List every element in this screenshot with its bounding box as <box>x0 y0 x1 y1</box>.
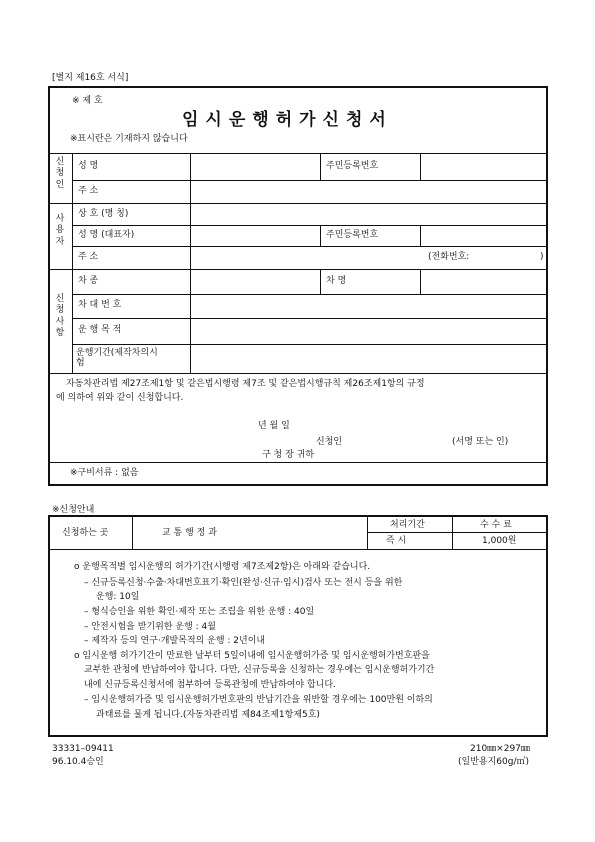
paper-weight: (일반용지60g/㎡) <box>458 757 529 767</box>
chassis-number-field[interactable] <box>191 295 546 318</box>
user-phone-field[interactable] <box>472 247 538 269</box>
purpose-label: 운 행 목 적 <box>78 325 122 335</box>
date-line: 년 월 일 <box>258 421 290 431</box>
receipt-number-label: ※ 제 호 <box>72 96 103 106</box>
user-name-field[interactable] <box>191 226 319 246</box>
request-group-label: 신 청 사 항 <box>55 294 65 338</box>
fee-label: 수 수 료 <box>480 520 512 530</box>
user-resident-no-label: 주민등록번호 <box>326 230 379 240</box>
guide-line: 운행: 10일 <box>96 592 140 602</box>
where-value: 교 통 행 정 과 <box>162 528 217 538</box>
processing-value: 즉 시 <box>386 536 407 546</box>
processing-label: 처리기간 <box>390 520 425 530</box>
car-name-field[interactable] <box>421 270 546 294</box>
user-address-field[interactable] <box>191 247 421 269</box>
user-group-label: 사 용 자 <box>55 214 65 247</box>
car-type-field[interactable] <box>191 270 319 294</box>
applicant-resident-no-label: 주민등록번호 <box>326 161 379 171</box>
applicant-resident-no-field[interactable] <box>421 154 546 180</box>
guide-line: o 임시운행 허가기간이 만료한 날부터 5일이내에 임시운행허가증 및 임시운행허가번호판을 <box>74 651 430 661</box>
applicant-sign-label: 신청인 <box>316 437 343 447</box>
user-company-field[interactable] <box>191 204 546 225</box>
guide-line: – 신규등록신청·수출·차대번호표기·확인(완성·신규·임시)검사 또는 전시 등을 위한 <box>84 578 403 588</box>
guide-line: – 임시운행허가증 및 임시운행허가번호판의 반납기간을 위반할 경우에는 100만원 이하의 <box>84 695 433 705</box>
guide-header: ※신청안내 <box>52 505 95 515</box>
car-name-label: 차 명 <box>326 276 347 286</box>
where-label: 신청하는 곳 <box>62 528 109 538</box>
applicant-address-label: 주 소 <box>78 186 99 196</box>
car-type-label: 차 종 <box>78 276 99 286</box>
guide-line: 과태료를 물게 됩니다.(자동차관리법 제84조제1항제5호) <box>96 710 320 720</box>
purpose-field[interactable] <box>191 319 546 344</box>
page-title: 임시운행허가신청서 <box>182 110 393 130</box>
guide-line: – 안전시험을 받기위한 운행 : 4월 <box>84 622 216 632</box>
declaration-line-1: 자동차관리법 제27조제1항 및 같은법시행령 제7조 및 같은법시행규칙 제26조제1항의 규정 <box>66 379 425 389</box>
required-documents: ※구비서류 : 없음 <box>70 468 139 478</box>
user-name-label: 성 명 (대표자) <box>78 230 135 240</box>
form-label: [별지 제16호 서식] <box>52 73 129 83</box>
guide-line: o 운행목적별 임시운행의 허가기간(시행령 제7조제2항)은 아래와 같습니다. <box>74 562 371 572</box>
applicant-name-field[interactable] <box>191 154 319 180</box>
applicant-group-label: 신 청 인 <box>55 157 65 190</box>
applicant-address-field[interactable] <box>191 181 546 203</box>
guide-line: 내에 신규등록신청서에 첨부하여 등록관청에 반납하여야 합니다. <box>84 680 336 690</box>
user-phone-close: ) <box>540 252 544 262</box>
fee-value: 1,000원 <box>482 536 517 546</box>
guide-line: 교부한 관청에 반납하여야 합니다. 다만, 신규등록을 신청하는 경우에는 임시운행허가기간 <box>84 665 435 675</box>
user-phone-label: (전화번호: <box>428 252 470 262</box>
paper-size: 210㎜×297㎜ <box>470 744 530 754</box>
recipient-line: 구 청 장 귀하 <box>262 450 315 460</box>
guide-line: – 제작자 등의 연구·개발목적의 운행 : 2년이내 <box>84 636 266 646</box>
signature-label: (서명 또는 인) <box>452 437 509 447</box>
declaration-line-2: 에 의하여 위와 같이 신청합니다. <box>56 393 184 403</box>
chassis-number-label: 차 대 번 호 <box>78 300 122 310</box>
form-code: 33331–09411 <box>52 744 114 754</box>
user-address-label: 주 소 <box>78 252 99 262</box>
applicant-name-label: 성 명 <box>78 161 99 171</box>
period-label: 운행기간(제작차의시 험 <box>76 348 158 369</box>
user-company-label: 상 호 (명 칭) <box>78 209 129 219</box>
form-note: ※표시란은 기재하지 않습니다 <box>70 134 188 144</box>
period-field[interactable] <box>191 345 546 373</box>
approval-date: 96.10.4승인 <box>52 757 104 767</box>
user-resident-no-field[interactable] <box>421 226 546 246</box>
guide-line: – 형식승인을 위한 확인·제작 또는 조립을 위한 운행 : 40일 <box>84 607 315 617</box>
